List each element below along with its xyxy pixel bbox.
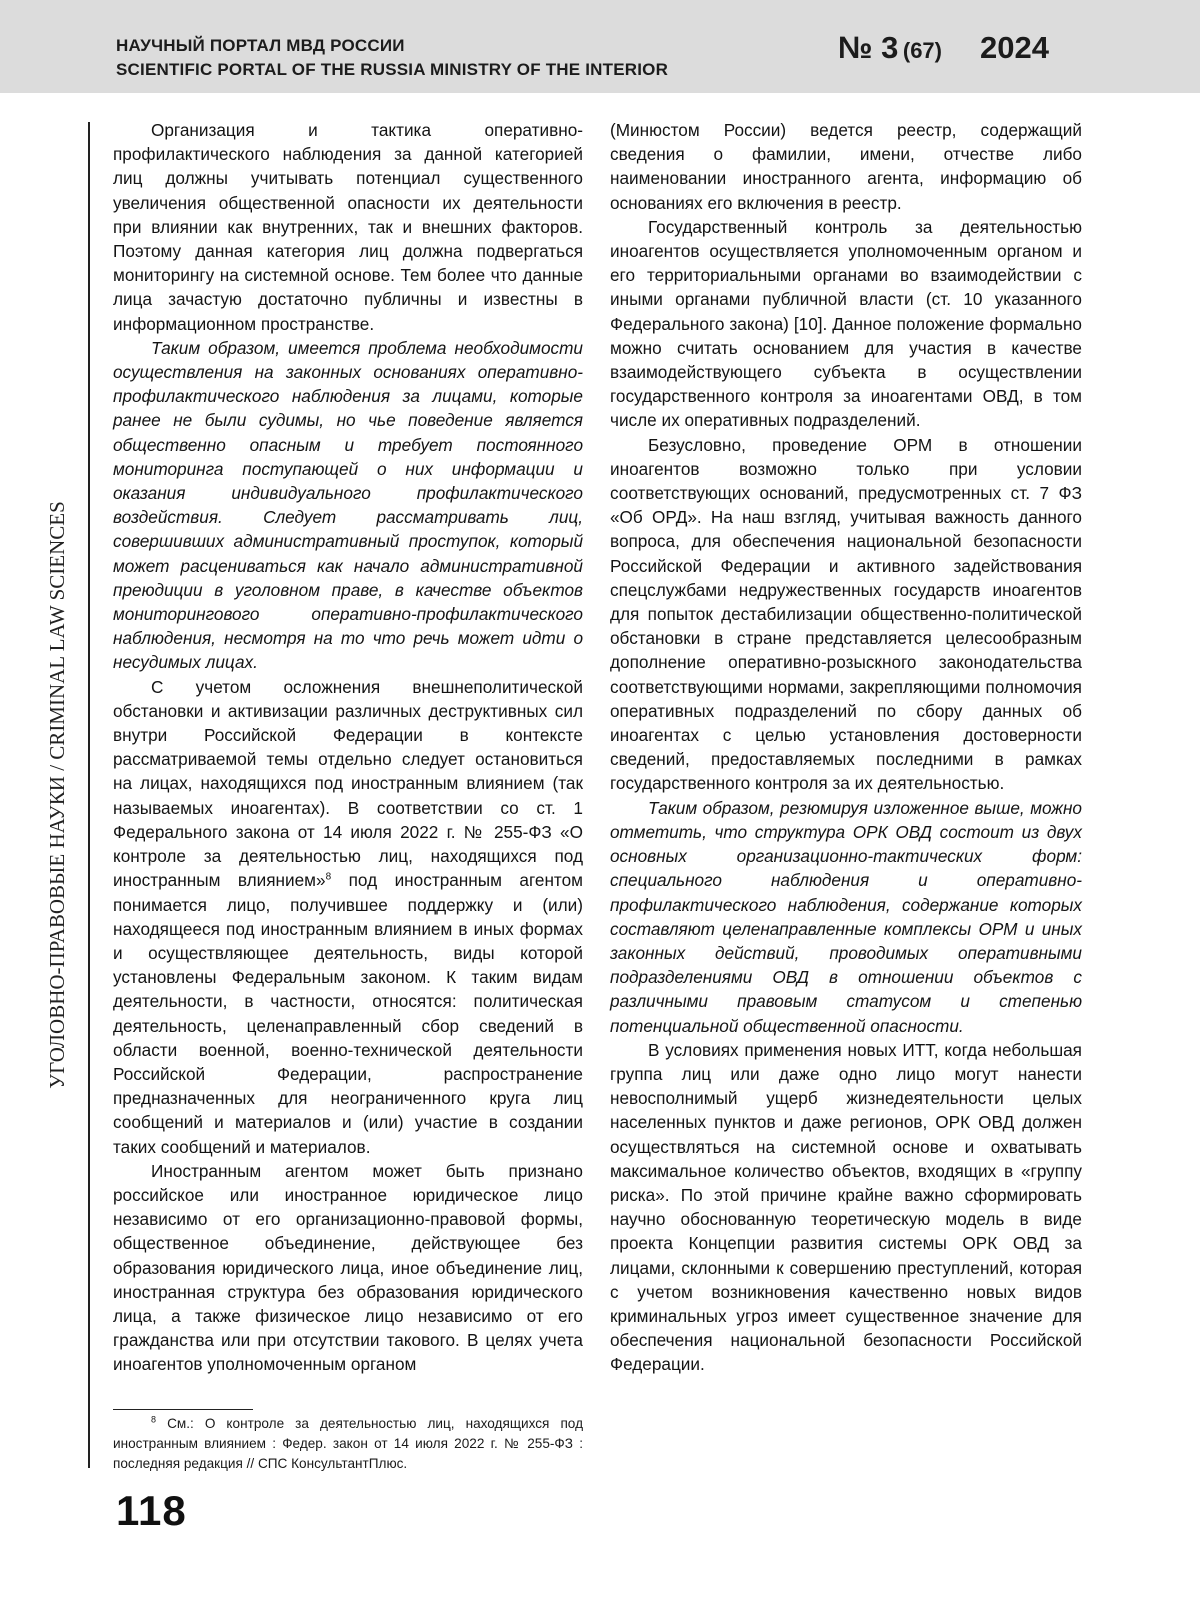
paragraph-continued: (Минюстом России) ведется реестр, содержащий сведения о фамилии, имени, отчестве либо наименовании иностранного агента, информацию об основаниях его включения в реестр. — [610, 120, 1082, 213]
paragraph-text: под иностранным агентом понимается лицо, получившее поддержку и (или) находящееся под иностранным влиянием в иных формах и осуществляющее деятельность, виды которой установлены Федеральным законом. К таким видам деятельности, в частности, относятся: политическая деятельность, целенаправленный сбор сведений в области военной, военно-технической деятельности Российской Федерации, распространение предназначенных для неограниченного круга лиц сообщений и материалов и (или) участие в создании таких сообщений и материалов. — [113, 870, 583, 1157]
paragraph-italic: Таким образом, резюмируя изложенное выше, можно отметить, что структура ОРК ОВД состоит из двух основных организационно-тактических форм: специального наблюдения и оперативно-профилактического наблюдения, содержание которых составляют целенаправленные комплексы ОРМ и иных законных действий, проводимых оперативными подразделениями ОВД в отношении объектов с различными правовым статусом и степенью потенциальной общественной опасности. — [610, 797, 1082, 1036]
right-column — [610, 118, 1082, 1377]
issue-label — [838, 30, 942, 66]
footnote-mark: 8 — [151, 1414, 157, 1425]
footnote-rule — [113, 1409, 253, 1410]
issue-year: 2024 — [980, 30, 1049, 65]
paragraph-text: С учетом осложнения внешнеполитической обстановки и активизации различных деструктивных сил внутри Российской Федерации в контексте рассматриваемой темы отдельно следует остановиться на лицах, находящихся под иностранным влиянием (так называемых иноагентах). В соответствии со ст. 1 Федерального закона от 14 июля 2022 г. № 255-ФЗ «О контроле за деятельностью лиц, находящихся под иностранным влиянием» — [113, 676, 583, 891]
footnote-reference: 8 — [325, 871, 332, 883]
paragraph — [113, 675, 583, 1159]
footnote — [113, 1414, 583, 1474]
paragraph: Иностранным агентом может быть признано российское или иностранное юридическое лицо независимо от его организационно-правовой формы, общественное объединение, действующее без образования юридического лица, иное объединение лиц, иностранная структура без образования юридического лица, а также физическое лицо независимо от его гражданства или при отсутствии такового. В целях учета иноагентов уполномоченным органом — [113, 1160, 583, 1375]
left-column — [113, 118, 583, 1377]
issue-total: (67) — [902, 38, 942, 63]
paragraph: Организация и тактика оперативно-профилактического наблюдения за данной категорией лиц должны учитывать потенциал существенного увеличения общественной опасности их деятельности при влиянии как внутренних, так и внешних факторов. Поэтому данная категория лиц должна подвергаться мониторингу на системной основе. Тем более что данные лица зачастую достаточно публичны и известны в информационном пространстве. — [113, 120, 583, 334]
paragraph: Безусловно, проведение ОРМ в отношении иноагентов возможно только при условии соответствующих оснований, предусмотренных ст. 7 ФЗ «Об ОРД». На наш взгляд, учитывая важность данного вопроса, для обеспечения национальной безопасности Российской Федерации и активного задействования спецслужбами недружественных государств иноагентов для попыток дестабилизации общественно-политической обстановки в стране представляется целесообразным дополнение оперативно-розыскного законодательства соответствующими нормами, закрепляющими полномочия оперативных подразделений по сбору данных об иноагентах с целью установления достоверности сведений, предоставляемых последними в рамках государственного контроля за их деятельностью. — [610, 434, 1082, 794]
paragraph: Государственный контроль за деятельностью иноагентов осуществляется уполномоченным органом и его территориальными органами во взаимодействии с иными органами публичной власти (ст. 10 указанного Федерального закона) [10]. Данное положение формально можно считать основанием для участия в качестве взаимодействующего субъекта в осуществлении государственного контроля за иноагентами ОВД, в том числе их оперативных подразделений. — [610, 216, 1082, 431]
issue-number: № 3 — [838, 30, 899, 65]
journal-header — [0, 0, 1200, 93]
page-number: 118 — [116, 1487, 187, 1534]
journal-title-ru: НАУЧНЫЙ ПОРТАЛ МВД РОССИИ — [116, 36, 405, 55]
sidebar-rule — [88, 122, 90, 1468]
footnote-text: См.: О контроле за деятельностью лиц, находящихся под иностранным влиянием : Федер. закон от 14 июля 2022 г. № 255-ФЗ : последняя редакция // СПС КонсультантПлюс. — [113, 1416, 583, 1471]
paragraph: В условиях применения новых ИТТ, когда небольшая группа лиц или даже одно лицо могут нанести невосполнимый ущерб жизнедеятельности целых населенных пунктов и даже регионов, ОРК ОВД должен осуществляться на системной основе и охватывать максимальное количество объектов, входящих в «группу риска». По этой причине крайне важно сформировать научно обоснованную теоретическую модель в виде проекта Концепции развития системы ОРК ОВД за лицами, склонными к совершению преступлений, которая с учетом возникновения качественно новых видов криминальных угроз имеет существенное значение для обеспечения национальной безопасности Российской Федерации. — [610, 1039, 1082, 1375]
section-title-vertical: УГОЛОВНО-ПРАВОВЫЕ НАУКИ / CRIMINAL LAW SCIENCES — [45, 501, 69, 1089]
journal-title-en: SCIENTIFIC PORTAL OF THE RUSSIA MINISTRY OF THE INTERIOR — [116, 60, 669, 79]
paragraph-italic: Таким образом, имеется проблема необходимости осуществления на законных основаниях оперативно-профилактического наблюдения за лицами, которые ранее не были судимы, но чье поведение является общественно опасным и требует постоянного мониторинга поступающей о них информации и оказания индивидуального профилактического воздействия. Следует рассматривать лиц, совершивших административный проступок, который может расцениваться как начало административной преюдиции в уголовном праве, в качестве объектов мониторингового оперативно-профилактического наблюдения, несмотря на то что речь может идти о несудимых лицах. — [113, 337, 583, 673]
